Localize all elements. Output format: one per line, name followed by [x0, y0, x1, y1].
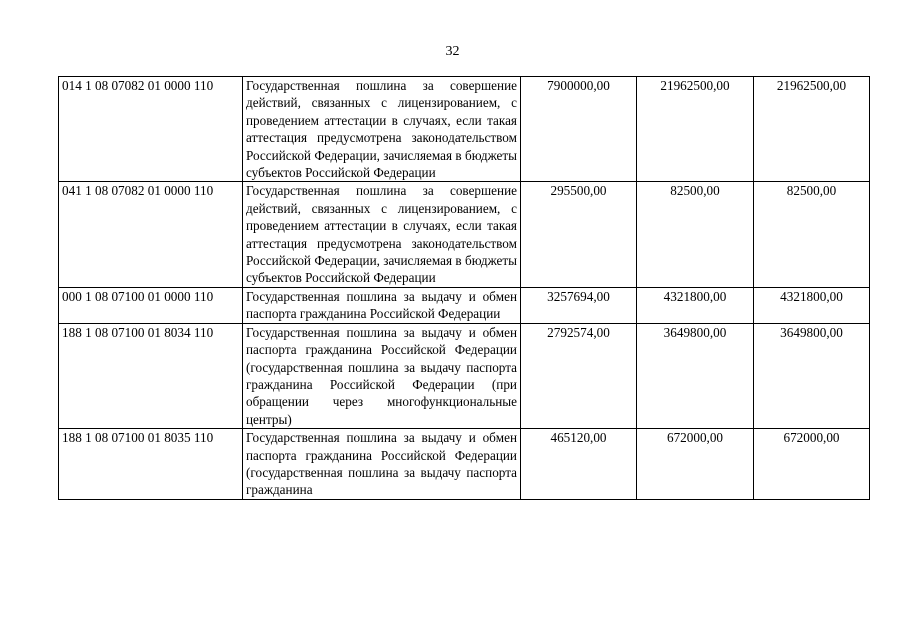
revenue-code-cell: 000 1 08 07100 01 0000 110 — [59, 287, 243, 323]
amount-cell-2: 4321800,00 — [637, 287, 754, 323]
page-number: 32 — [445, 44, 460, 59]
amount-cell-2: 21962500,00 — [637, 77, 754, 182]
amount-cell-2: 82500,00 — [637, 182, 754, 287]
amount-cell-3: 21962500,00 — [754, 77, 870, 182]
table-row — [59, 182, 870, 287]
table-row — [59, 77, 870, 182]
amount-cell-2: 672000,00 — [637, 429, 754, 500]
revenue-code-cell: 188 1 08 07100 01 8035 110 — [59, 429, 243, 500]
amount-cell-2: 3649800,00 — [637, 323, 754, 428]
amount-cell-1: 7900000,00 — [521, 77, 637, 182]
revenue-name-cell: Государственная пошлина за совершение действий, связанных с лицензированием, с проведением аттестации в случаях, если такая аттестация предусмотрена законодательством Российской Федерации, зачисляемая в бюджеты субъектов Российской Федерации — [243, 182, 521, 287]
table-row — [59, 323, 870, 428]
amount-cell-3: 4321800,00 — [754, 287, 870, 323]
revenue-name-cell: Государственная пошлина за выдачу и обмен паспорта гражданина Российской Федерации (государственная пошлина за выдачу паспорта гражданина — [243, 429, 521, 500]
amount-cell-1: 465120,00 — [521, 429, 637, 500]
budget-revenue-table — [58, 76, 870, 500]
table-row — [59, 287, 870, 323]
revenue-code-cell: 188 1 08 07100 01 8034 110 — [59, 323, 243, 428]
amount-cell-3: 672000,00 — [754, 429, 870, 500]
amount-cell-1: 295500,00 — [521, 182, 637, 287]
amount-cell-1: 3257694,00 — [521, 287, 637, 323]
amount-cell-3: 3649800,00 — [754, 323, 870, 428]
revenue-code-cell: 041 1 08 07082 01 0000 110 — [59, 182, 243, 287]
table-row — [59, 429, 870, 500]
revenue-code-cell: 014 1 08 07082 01 0000 110 — [59, 77, 243, 182]
revenue-name-cell: Государственная пошлина за выдачу и обмен паспорта гражданина Российской Федерации — [243, 287, 521, 323]
amount-cell-1: 2792574,00 — [521, 323, 637, 428]
revenue-name-cell: Государственная пошлина за совершение действий, связанных с лицензированием, с проведением аттестации в случаях, если такая аттестация предусмотрена законодательством Российской Федерации, зачисляемая в бюджеты субъектов Российской Федерации — [243, 77, 521, 182]
revenue-name-cell: Государственная пошлина за выдачу и обмен паспорта гражданина Российской Федерации (государственная пошлина за выдачу паспорта гражданина Российской Федерации (при обращении через многофункциональные центры) — [243, 323, 521, 428]
amount-cell-3: 82500,00 — [754, 182, 870, 287]
